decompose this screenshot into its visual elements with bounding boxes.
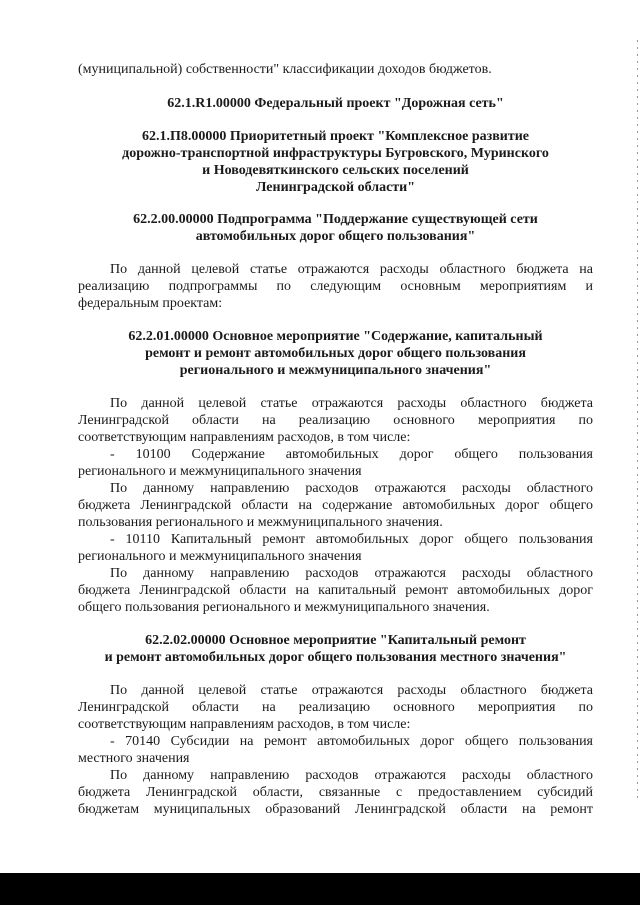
paragraph-line: По данной целевой статье отражаются расходы областного бюджета на (110, 262, 593, 277)
section-heading-line: 62.1.П8.00000 Приоритетный проект "Комплексное развитие (141, 129, 530, 144)
paragraph-line: По данной целевой статье отражаются расходы областного бюджета (110, 396, 593, 411)
paragraph-line: По данному направлению расходов отражаются расходы областного (110, 768, 593, 783)
section-heading-line: автомобильных дорог общего пользования" (195, 229, 476, 244)
section-heading-line: регионального и межмуниципального значения" (179, 363, 492, 378)
paragraph-line: бюджета Ленинградской области, связанные с предоставлением субсидий (78, 785, 593, 800)
section-heading-line: и Новодевяткинского сельских поселений (202, 163, 469, 178)
section-heading-line: дорожно-транспортной инфраструктуры Бугровского, Муринского (122, 146, 549, 161)
section-heading-line: и ремонт автомобильных дорог общего пользования местного значения" (104, 650, 567, 665)
section-heading-line: 62.2.00.00000 Подпрограмма "Поддержание существующей сети (133, 212, 538, 227)
paragraph-line: Ленинградской области на реализацию основного мероприятия по (78, 700, 593, 715)
paragraph-line: Ленинградской области на реализацию основного мероприятия по (78, 413, 593, 428)
section-heading-line: Ленинградской области" (255, 180, 416, 195)
paragraph-line: По данной целевой статье отражаются расходы областного бюджета (110, 683, 593, 698)
scan-bottom-band (0, 873, 640, 905)
paragraph-line: общего пользования регионального и межмуниципального значения. (78, 600, 490, 615)
scan-edge-artifact (637, 40, 638, 800)
paragraph-line: бюджетам муниципальных образований Ленинградской области на ремонт (78, 802, 593, 817)
paragraph-line: - 10100 Содержание автомобильных дорог общего пользования (110, 447, 593, 462)
paragraph-line: бюджета Ленинградской области на капитальный ремонт автомобильных дорог (78, 583, 593, 598)
paragraph-line: реализацию подпрограммы по следующим основным мероприятиям и (78, 279, 593, 294)
paragraph-line: регионального и межмуниципального значения (78, 464, 362, 479)
paragraph-line: соответствующим направлениям расходов, в том числе: (78, 717, 411, 732)
section-heading-line: 62.2.02.00000 Основное мероприятие "Капитальный ремонт (145, 633, 526, 648)
section-heading-line: 62.1.R1.00000 Федеральный проект "Дорожная сеть" (167, 96, 504, 111)
paragraph-line: местного значения (78, 751, 190, 766)
paragraph-line: (муниципальной) собственности" классификации доходов бюджетов. (78, 62, 492, 77)
paragraph-line: По данному направлению расходов отражаются расходы областного (110, 566, 593, 581)
section-heading-line: ремонт и ремонт автомобильных дорог общего пользования (145, 346, 526, 361)
paragraph-line: По данному направлению расходов отражаются расходы областного (110, 481, 593, 496)
paragraph-line: - 70140 Субсидии на ремонт автомобильных дорог общего пользования (110, 734, 593, 749)
paragraph-line: пользования регионального и межмуниципального значения. (78, 515, 443, 530)
paragraph-line: - 10110 Капитальный ремонт автомобильных дорог общего пользования (110, 532, 593, 547)
paragraph-line: бюджета Ленинградской области на содержание автомобильных дорог общего (78, 498, 593, 513)
paragraph-line: соответствующим направлениям расходов, в том числе: (78, 430, 411, 445)
paragraph-line: федеральным проектам: (78, 296, 223, 311)
paragraph-line: регионального и межмуниципального значения (78, 549, 362, 564)
section-heading-line: 62.2.01.00000 Основное мероприятие "Содержание, капитальный (128, 329, 543, 344)
